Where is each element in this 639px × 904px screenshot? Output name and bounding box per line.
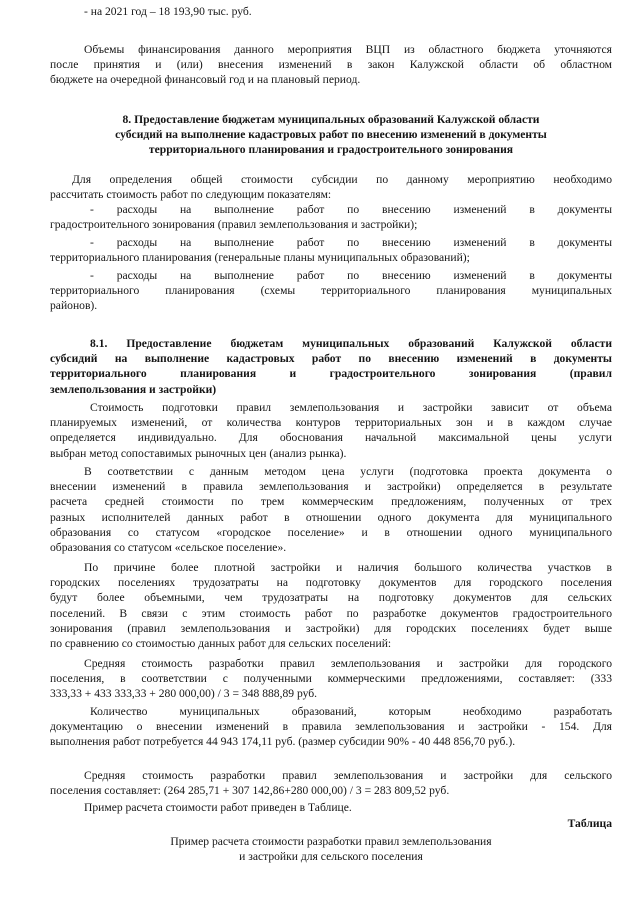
caption-line: и застройки для сельского поселения: [239, 850, 423, 864]
text-line: после принятия и (или) внесения изменений в закон Калужской области об областном: [50, 58, 612, 72]
funding-2021-text: - на 2021 год – 18 193,90 тыс. руб.: [84, 5, 252, 18]
text-line: внесении изменений в правила землепользования и застройки) определяется в результате: [50, 480, 612, 494]
paragraph-cost-dependence: [50, 400, 612, 461]
list-item-line: - расходы на выполнение работ по внесению изменений в документы: [90, 203, 612, 216]
heading-line: субсидий на выполнение кадастровых работ по внесению изменений в документы: [50, 352, 612, 366]
funding-paragraph: [50, 42, 612, 88]
text-line: зонирования (правил землепользования и застройки) для городских поселениях будет выше: [50, 621, 612, 635]
list-item-line: территориального планирования (схемы территориального планирования муниципальных: [50, 284, 612, 298]
paragraph-urban-average-cost: [50, 656, 612, 702]
list-item-line: районов).: [50, 299, 98, 313]
text-line: поселения составляет: (264 285,71 + 307 142,86+280 000,00) / 3 = 283 809,52 руб.: [50, 784, 450, 798]
text-line: разных исполнителей данных работ в отношении одного документа для муниципального: [50, 510, 612, 524]
paragraph-municipalities-count: [50, 704, 612, 750]
heading-line: 8. Предоставление бюджетам муниципальных образований Калужской области: [122, 113, 540, 126]
paragraph-rural-average-cost: [50, 768, 612, 798]
text-line: Средняя стоимость разработки правил землепользования и застройки для городского: [84, 657, 612, 670]
section-8-item-3: [50, 268, 612, 314]
text-line: В соответствии с данным методом цена услуги (подготовка проекта документа о: [84, 465, 612, 478]
paragraph-example-reference: [50, 800, 612, 815]
text-line: По причине более плотной застройки и наличия большого количества участков в: [84, 561, 612, 574]
text-line: образования со статусом «городское поселение» и в отношении одного муниципального: [50, 525, 612, 539]
list-item-line: - расходы на выполнение работ по внесению изменений в документы: [90, 269, 612, 282]
text-line: планируемых изменений, от количества контуров территориальных зон и в каждом случае: [50, 416, 612, 430]
section-8-heading: [50, 112, 612, 158]
text-line: будут более объемными, чем трудозатраты на подготовку документов для сельских: [50, 591, 612, 605]
table-label: [50, 816, 612, 831]
text-line: Пример расчета стоимости работ приведен в Таблице.: [84, 801, 352, 814]
text-line: Количество муниципальных образований, которым необходимо разработать: [90, 705, 612, 718]
paragraph-market-method: [50, 464, 612, 555]
table-caption: [50, 834, 612, 864]
heading-line: территориального планирования и градостроительного зонирования (правил: [50, 367, 612, 381]
text-line: поселения, в соответствии с полученными коммерческими предложениями, составляет: (333: [50, 672, 612, 686]
text-line: документацию о внесении изменений в правила землепользования и застройки - 154. Для: [50, 720, 612, 734]
heading-line: субсидий на выполнение кадастровых работ по внесению изменений в документы: [115, 128, 547, 142]
paragraph-urban-vs-rural: [50, 560, 612, 651]
heading-line: территориального планирования и градостроительного зонирования: [148, 143, 514, 157]
section-8-intro: [50, 172, 612, 202]
text-line: поселений. В связи с этим стоимость работ по разработке документов градостроительного: [50, 606, 612, 620]
text-line: Для определения общей стоимости субсидии по данному мероприятию необходимо: [72, 173, 612, 186]
section-8-item-1: [50, 202, 612, 232]
text-line: образования со статусом «сельское поселение».: [50, 541, 287, 555]
list-item-line: - расходы на выполнение работ по внесению изменений в документы: [90, 236, 612, 249]
section-8-1-heading: [50, 336, 612, 397]
section-8-item-2: [50, 235, 612, 265]
list-item-line: территориального планирования (генеральные планы муниципальных образований);: [50, 251, 470, 265]
heading-line: 8.1. Предоставление бюджетам муниципальных образований Калужской области: [90, 337, 612, 350]
text-line: выбран метод сопоставимых рыночных цен (анализ рынка).: [50, 446, 347, 460]
text-line: 333,33 + 433 333,33 + 280 000,00) / 3 = 348 888,89 руб.: [50, 687, 318, 701]
text-line: Средняя стоимость разработки правил землепользования и застройки для сельского: [84, 769, 612, 782]
table-label-text: Таблица: [567, 817, 612, 830]
text-line: определяется индивидуально. Для обоснования начальной максимальной цены услуги: [50, 431, 612, 445]
text-line: по сравнению со стоимостью данных работ для сельских поселений:: [50, 637, 392, 651]
heading-line: землепользования и застройки): [50, 382, 217, 396]
text-line: рассчитать стоимость работ по следующим показателям:: [50, 188, 332, 202]
list-item-line: градостроительного зонирования (правил землепользования и застройки);: [50, 218, 418, 232]
text-line: расчета средней стоимости по трем коммерческим предложениям, полученных от трех: [50, 495, 612, 509]
text-line: Объемы финансирования данного мероприятия ВЦП из областного бюджета уточняются: [84, 43, 612, 56]
text-line: бюджете на очередной финансовый год и на плановый период.: [50, 73, 361, 87]
text-line: Стоимость подготовки правил землепользования и застройки зависит от объема: [90, 401, 612, 414]
text-line: городских поселениях трудозатраты на подготовку документов для городского поселения: [50, 576, 612, 590]
caption-line: Пример расчета стоимости разработки правил землепользования: [170, 835, 492, 848]
funding-2021-line: [50, 4, 612, 19]
text-line: выполнения работ потребуется 44 943 174,11 руб. (размер субсидии 90% - 40 448 856,70 руб.).: [50, 735, 516, 749]
